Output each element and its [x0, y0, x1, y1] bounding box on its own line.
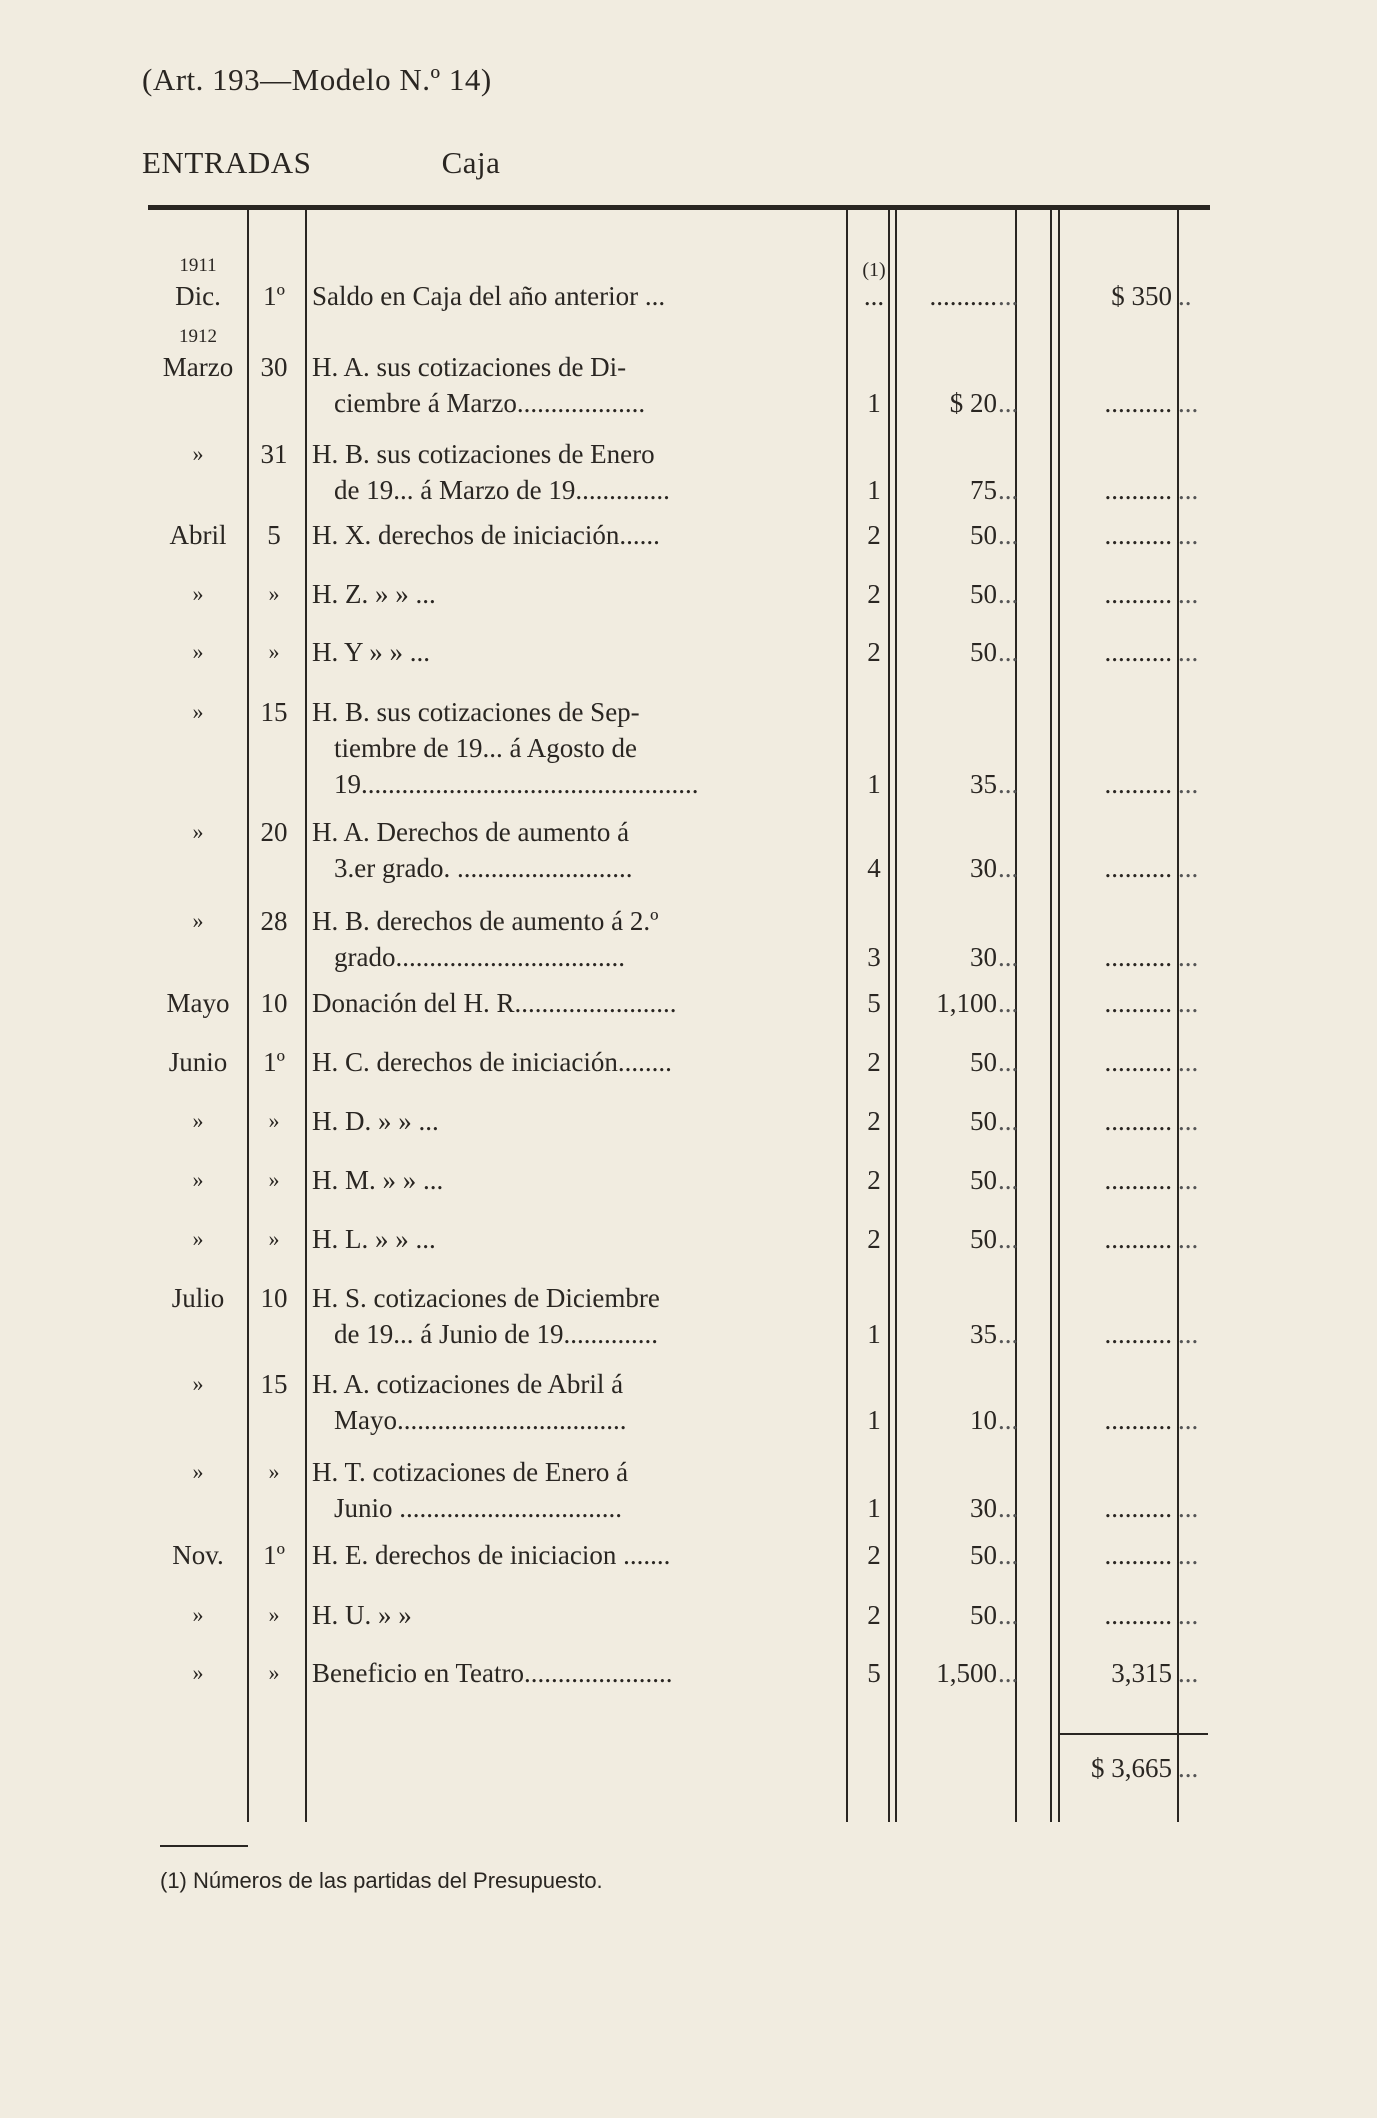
description-line: grado.................................. — [334, 942, 625, 972]
description-line: H. A. cotizaciones de Abril á — [312, 1369, 624, 1399]
month-cell: » — [192, 819, 204, 844]
amount-dots: ... — [998, 475, 1019, 505]
day-cell: 1º — [263, 281, 285, 311]
description-line: Saldo en Caja del año anterior ... — [312, 281, 666, 311]
month-cell: Mayo — [166, 988, 230, 1018]
day-cell: 20 — [260, 817, 288, 847]
day-cell: 31 — [260, 439, 288, 469]
amount-cell: .......... — [929, 281, 997, 311]
day-cell: 5 — [267, 520, 281, 550]
month-cell: Marzo — [162, 352, 234, 382]
total-cell: .......... — [1104, 1165, 1172, 1195]
col-sep-amount2 — [1050, 210, 1052, 1822]
amount-dots: ... — [998, 1658, 1019, 1688]
amount-cell: 30 — [970, 853, 997, 883]
grand-total-dots: ... — [1178, 1753, 1199, 1783]
amount-cell: $ 20 — [949, 388, 997, 418]
description-line: H. D. » » ... — [312, 1106, 439, 1136]
year-label: 1912 — [179, 326, 217, 347]
caja-label: Caja — [441, 145, 501, 180]
description-line: Donación del H. R........................ — [312, 988, 677, 1018]
item-number: 2 — [867, 1540, 881, 1570]
item-number: 1 — [867, 1405, 881, 1435]
col-sep-desc — [846, 210, 848, 1822]
item-number: 2 — [867, 1165, 881, 1195]
amount-dots: ... — [998, 281, 1019, 311]
total-dots: ... — [1178, 1493, 1199, 1523]
description-line: H. Y » » ... — [312, 637, 430, 667]
description-line: H. E. derechos de iniciacion ....... — [312, 1540, 671, 1570]
item-number: 2 — [867, 1224, 881, 1254]
day-cell: 10 — [260, 988, 288, 1018]
description-line: H. B. sus cotizaciones de Sep- — [312, 697, 640, 727]
total-cell: 3,315 — [1111, 1658, 1172, 1688]
description-line: H. C. derechos de iniciación........ — [312, 1047, 672, 1077]
description-line: H. X. derechos de iniciación...... — [312, 520, 660, 550]
description-line: H. M. » » ... — [312, 1165, 444, 1195]
item-number: 5 — [867, 988, 881, 1018]
total-dots: ... — [1178, 1540, 1199, 1570]
amount-cell: 35 — [970, 769, 997, 799]
total-dots: .. — [1178, 281, 1192, 311]
footnote: (1) Números de las partidas del Presupuesto. — [160, 1868, 603, 1893]
total-dots: ... — [1178, 1165, 1199, 1195]
amount-cell: 50 — [970, 637, 997, 667]
total-cell: .......... — [1104, 579, 1172, 609]
total-dots: ... — [1178, 1600, 1199, 1630]
total-cell: .......... — [1104, 1106, 1172, 1136]
month-cell: » — [192, 1459, 204, 1484]
month-cell: » — [192, 908, 204, 933]
total-dots: ... — [1178, 942, 1199, 972]
total-dots: ... — [1178, 1405, 1199, 1435]
item-number: 1 — [867, 1319, 881, 1349]
item-column-header: (1) — [862, 259, 886, 281]
day-cell: » — [268, 1660, 280, 1685]
item-number: 2 — [867, 637, 881, 667]
amount-cell: 1,100 — [936, 988, 997, 1018]
item-number: 1 — [867, 475, 881, 505]
month-cell: Julio — [171, 1283, 225, 1313]
description-line: H. B. derechos de aumento á 2.º — [312, 906, 659, 936]
article-reference: (Art. 193—Modelo N.º 14) — [142, 62, 492, 97]
description-line: 3.er grado. .......................... — [334, 853, 633, 883]
amount-dots: ... — [998, 1047, 1019, 1077]
total-dots: ... — [1178, 520, 1199, 550]
total-cell: .......... — [1104, 769, 1172, 799]
day-cell: » — [268, 1226, 280, 1251]
month-cell: Junio — [168, 1047, 228, 1077]
month-cell: » — [192, 441, 204, 466]
amount-dots: ... — [998, 853, 1019, 883]
item-number: 5 — [867, 1658, 881, 1688]
amount-dots: ... — [998, 388, 1019, 418]
amount-dots: ... — [998, 988, 1019, 1018]
description-line: Beneficio en Teatro...................... — [312, 1658, 673, 1688]
month-cell: » — [192, 639, 204, 664]
month-cell: » — [192, 1108, 204, 1133]
total-dots: ... — [1178, 579, 1199, 609]
total-dots: ... — [1178, 637, 1199, 667]
description-line: H. A. Derechos de aumento á — [312, 817, 630, 847]
month-cell: » — [192, 581, 204, 606]
total-cell: .......... — [1104, 388, 1172, 418]
amount-cell: 35 — [970, 1319, 997, 1349]
total-dots: ... — [1178, 988, 1199, 1018]
total-dots: ... — [1178, 1224, 1199, 1254]
amount-cell: 50 — [970, 1600, 997, 1630]
month-cell: Dic. — [175, 281, 221, 311]
amount-cell: 50 — [970, 579, 997, 609]
item-number: 2 — [867, 579, 881, 609]
description-line: tiembre de 19... á Agosto de — [334, 733, 637, 763]
item-number: 1 — [867, 1493, 881, 1523]
description-line: H. A. sus cotizaciones de Di- — [312, 352, 627, 382]
month-cell: » — [192, 1226, 204, 1251]
total-dots: ... — [1178, 1658, 1199, 1688]
total-cell: .......... — [1104, 520, 1172, 550]
description-line: ciembre á Marzo................... — [334, 388, 646, 418]
item-number: ... — [863, 281, 885, 311]
amount-dots: ... — [998, 1493, 1019, 1523]
amount-dots: ... — [998, 1319, 1019, 1349]
amount-dots: ... — [998, 1165, 1019, 1195]
total-cell: .......... — [1104, 988, 1172, 1018]
amount-cell: 50 — [970, 1047, 997, 1077]
description-line: H. Z. » » ... — [312, 579, 436, 609]
description-line: de 19... á Marzo de 19.............. — [334, 475, 670, 505]
description-line: Junio ................................. — [334, 1493, 623, 1523]
day-cell: 30 — [260, 352, 288, 382]
item-number: 2 — [867, 1600, 881, 1630]
bottom-rule — [160, 1845, 248, 1847]
amount-dots: ... — [998, 1106, 1019, 1136]
amount-dots: ... — [998, 942, 1019, 972]
total-dots: ... — [1178, 1319, 1199, 1349]
total-cell: .......... — [1104, 1493, 1172, 1523]
amount-dots: ... — [998, 1540, 1019, 1570]
day-cell: 1º — [263, 1047, 285, 1077]
col-sep-day — [305, 210, 307, 1822]
day-cell: 15 — [260, 697, 288, 727]
amount-cell: 30 — [970, 1493, 997, 1523]
item-number: 2 — [867, 1106, 881, 1136]
year-label: 1911 — [179, 255, 217, 276]
amount-dots: ... — [998, 1405, 1019, 1435]
month-cell: » — [192, 1602, 204, 1627]
amount-cell: 10 — [970, 1405, 997, 1435]
col-sep-item2 — [895, 210, 897, 1822]
month-cell: » — [192, 699, 204, 724]
amount-dots: ... — [998, 769, 1019, 799]
month-cell: » — [192, 1660, 204, 1685]
amount-cell: 50 — [970, 1224, 997, 1254]
amount-dots: ... — [998, 637, 1019, 667]
item-number: 2 — [867, 520, 881, 550]
total-rule — [1060, 1733, 1208, 1735]
item-number: 3 — [867, 942, 881, 972]
day-cell: 28 — [260, 906, 288, 936]
day-cell: » — [268, 581, 280, 606]
total-cell: .......... — [1104, 1540, 1172, 1570]
total-cell: $ 350 — [1111, 281, 1172, 311]
amount-cell: 1,500 — [936, 1658, 997, 1688]
total-cell: .......... — [1104, 1224, 1172, 1254]
day-cell: 10 — [260, 1283, 288, 1313]
day-cell: » — [268, 1602, 280, 1627]
item-number: 2 — [867, 1047, 881, 1077]
description-line: H. B. sus cotizaciones de Enero — [312, 439, 655, 469]
day-cell: » — [268, 639, 280, 664]
total-cell: .......... — [1104, 853, 1172, 883]
description-line: H. T. cotizaciones de Enero á — [312, 1457, 629, 1487]
month-cell: Nov. — [172, 1540, 224, 1570]
grand-total: $ 3,665 — [1091, 1753, 1172, 1783]
item-number: 4 — [867, 853, 881, 883]
month-cell: Abril — [169, 520, 227, 550]
description-line: de 19... á Junio de 19.............. — [334, 1319, 658, 1349]
day-cell: » — [268, 1459, 280, 1484]
amount-cell: 50 — [970, 1106, 997, 1136]
item-number: 1 — [867, 769, 881, 799]
total-cell: .......... — [1104, 1405, 1172, 1435]
amount-cell: 30 — [970, 942, 997, 972]
amount-cell: 50 — [970, 520, 997, 550]
description-line: 19.................................................. — [334, 769, 699, 799]
amount-dots: ... — [998, 520, 1019, 550]
amount-dots: ... — [998, 1600, 1019, 1630]
month-cell: » — [192, 1371, 204, 1396]
total-cell: .......... — [1104, 1319, 1172, 1349]
amount-dots: ... — [998, 579, 1019, 609]
total-cell: .......... — [1104, 942, 1172, 972]
amount-cell: 50 — [970, 1540, 997, 1570]
total-dots: ... — [1178, 1047, 1199, 1077]
day-cell: 15 — [260, 1369, 288, 1399]
total-dots: ... — [1178, 769, 1199, 799]
description-line: H. U. » » — [312, 1600, 412, 1630]
item-number: 1 — [867, 388, 881, 418]
amount-dots: ... — [998, 1224, 1019, 1254]
total-cell: .......... — [1104, 1047, 1172, 1077]
total-cell: .......... — [1104, 1600, 1172, 1630]
day-cell: 1º — [263, 1540, 285, 1570]
description-line: H. S. cotizaciones de Diciembre — [312, 1283, 660, 1313]
total-cell: .......... — [1104, 637, 1172, 667]
day-cell: » — [268, 1108, 280, 1133]
total-dots: ... — [1178, 1106, 1199, 1136]
amount-cell: 75 — [970, 475, 997, 505]
amount-cell: 50 — [970, 1165, 997, 1195]
total-dots: ... — [1178, 853, 1199, 883]
description-line: Mayo.................................. — [334, 1405, 627, 1435]
total-dots: ... — [1178, 475, 1199, 505]
entradas-label: ENTRADAS — [142, 145, 312, 180]
description-line: H. L. » » ... — [312, 1224, 436, 1254]
month-cell: » — [192, 1167, 204, 1192]
total-dots: ... — [1178, 388, 1199, 418]
total-cell: .......... — [1104, 475, 1172, 505]
section-heading — [142, 145, 500, 181]
day-cell: » — [268, 1167, 280, 1192]
